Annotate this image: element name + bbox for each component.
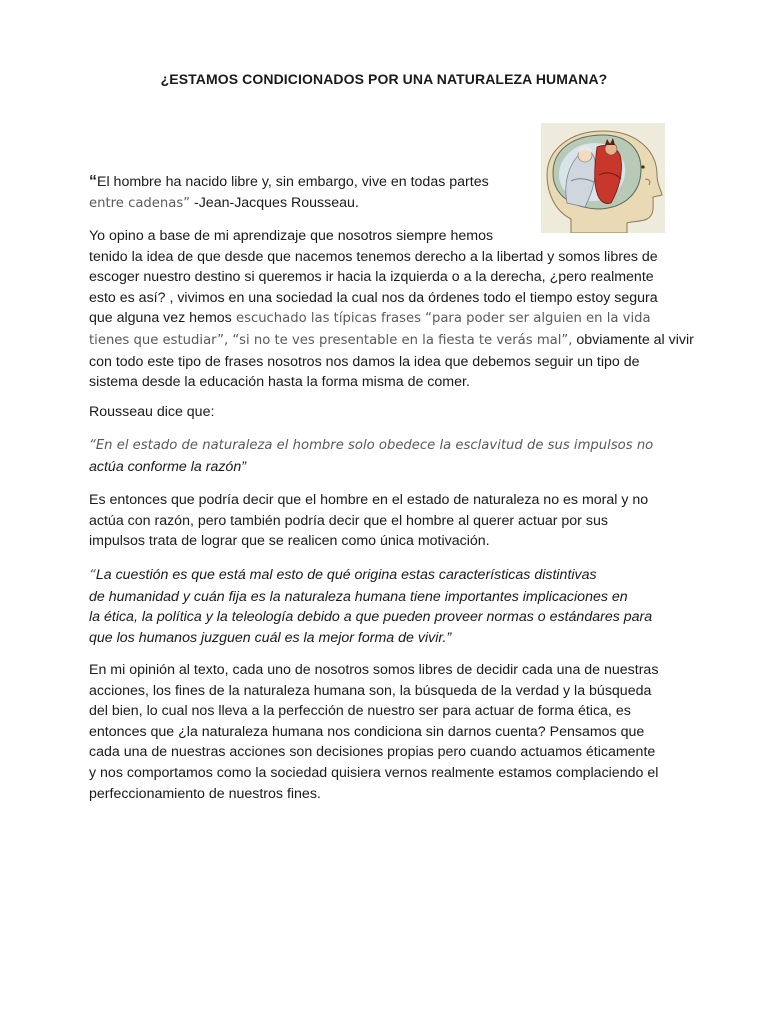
quote-rousseau-2: [89, 436, 709, 477]
paragraph-line: tienes que estudiar”, “si no te ves presentable en la fiesta te verás mal”,: [89, 332, 573, 348]
quote-rousseau-1: [89, 172, 709, 214]
paragraph-line: En mi opinión al texto, cada uno de nosotros somos libres de decidir cada una de nuestras: [89, 662, 659, 678]
paragraph-line: acciones, los fines de la naturaleza humana son, la búsqueda de la verdad y la búsqueda: [89, 682, 652, 699]
paragraph-line: Es entonces que podría decir que el hombre en el estado de naturaleza no es moral y no: [89, 492, 649, 508]
paragraph-line: actúa con razón, pero también podría decir que el hombre al querer actuar por sus: [89, 512, 608, 529]
paragraph-line: impulsos trata de lograr que se realicen como única motivación.: [89, 533, 490, 550]
paragraph-line: con todo este tipo de frases nosotros nos damos la idea que debemos seguir un tipo de: [89, 353, 640, 370]
paragraph-line: perfeccionamiento de nuestros fines.: [89, 785, 321, 802]
paragraph-line: escuchado las típicas frases “para poder ser alguien en la vida: [231, 311, 651, 327]
quote-cita-3: [89, 565, 709, 648]
paragraph-line: tenido la idea de que desde que nacemos tenemos derecho a la libertad y somos libres de: [89, 248, 658, 265]
paragraph-line: sistema desde la educación hasta la forma misma de comer.: [89, 374, 470, 391]
paragraph-line: Rousseau dice que:: [89, 404, 215, 420]
quote-line: la ética, la política y la teleología debido a que pueden proveer normas o estándares para: [89, 609, 653, 626]
paragraph-line: entonces que ¿la naturaleza humana nos condiciona sin darnos cuenta? Pensamos que: [89, 723, 645, 740]
paragraph-line: y nos comportamos como la sociedad quisiera vernos realmente estamos complaciendo el: [89, 764, 659, 781]
page-title: ¿ESTAMOS CONDICIONADOS POR UNA NATURALEZA HUMANA?: [160, 71, 608, 87]
paragraph-3: [89, 490, 709, 552]
quote-author: -Jean-Jacques Rousseau.: [190, 194, 359, 211]
quote-open-mark: “: [89, 568, 96, 583]
paragraph-line: escoger nuestro destino si queremos ir hacia la izquierda o a la derecha, ¿pero realmente: [89, 269, 654, 286]
paragraph-line: esto es así? , vivimos en una sociedad la cual nos da órdenes todo el tiempo estoy segura: [89, 289, 658, 306]
paragraph-line: del bien, lo cual nos lleva a la perfección de nuestro ser para actuar de forma ética, es: [89, 703, 631, 720]
quote-line: “En el estado de naturaleza el hombre solo obedece la esclavitud de sus impulsos no: [89, 438, 654, 453]
quote-line: de humanidad y cuán fija es la naturaleza humana tiene importantes implicaciones en: [89, 588, 628, 605]
paragraph-line: obviamente al vivir: [572, 331, 694, 348]
quote-line: entre cadenas”: [89, 195, 191, 211]
paragraph-4: [89, 660, 709, 804]
paragraph-line: Yo opino a base de mi aprendizaje que nosotros siempre hemos: [89, 228, 494, 244]
quote-open-mark: “: [89, 173, 97, 190]
quote-line: El hombre ha nacido libre y, sin embargo, vive en todas partes: [97, 174, 489, 190]
paragraph-line: cada una de nuestras acciones son decisiones propias pero cuando actuamos éticamente: [89, 744, 656, 761]
paragraph-line: que alguna vez hemos: [89, 310, 232, 327]
quote-line: que los humanos juzguen cuál es la mejor forma de vivir.”: [89, 629, 452, 646]
quote-line: La cuestión es que está mal esto de qué origina estas características distintivas: [95, 567, 597, 583]
paragraph-2: [89, 402, 709, 423]
paragraph-1: [89, 226, 709, 393]
quote-line: actúa conforme la razón”: [89, 458, 246, 475]
